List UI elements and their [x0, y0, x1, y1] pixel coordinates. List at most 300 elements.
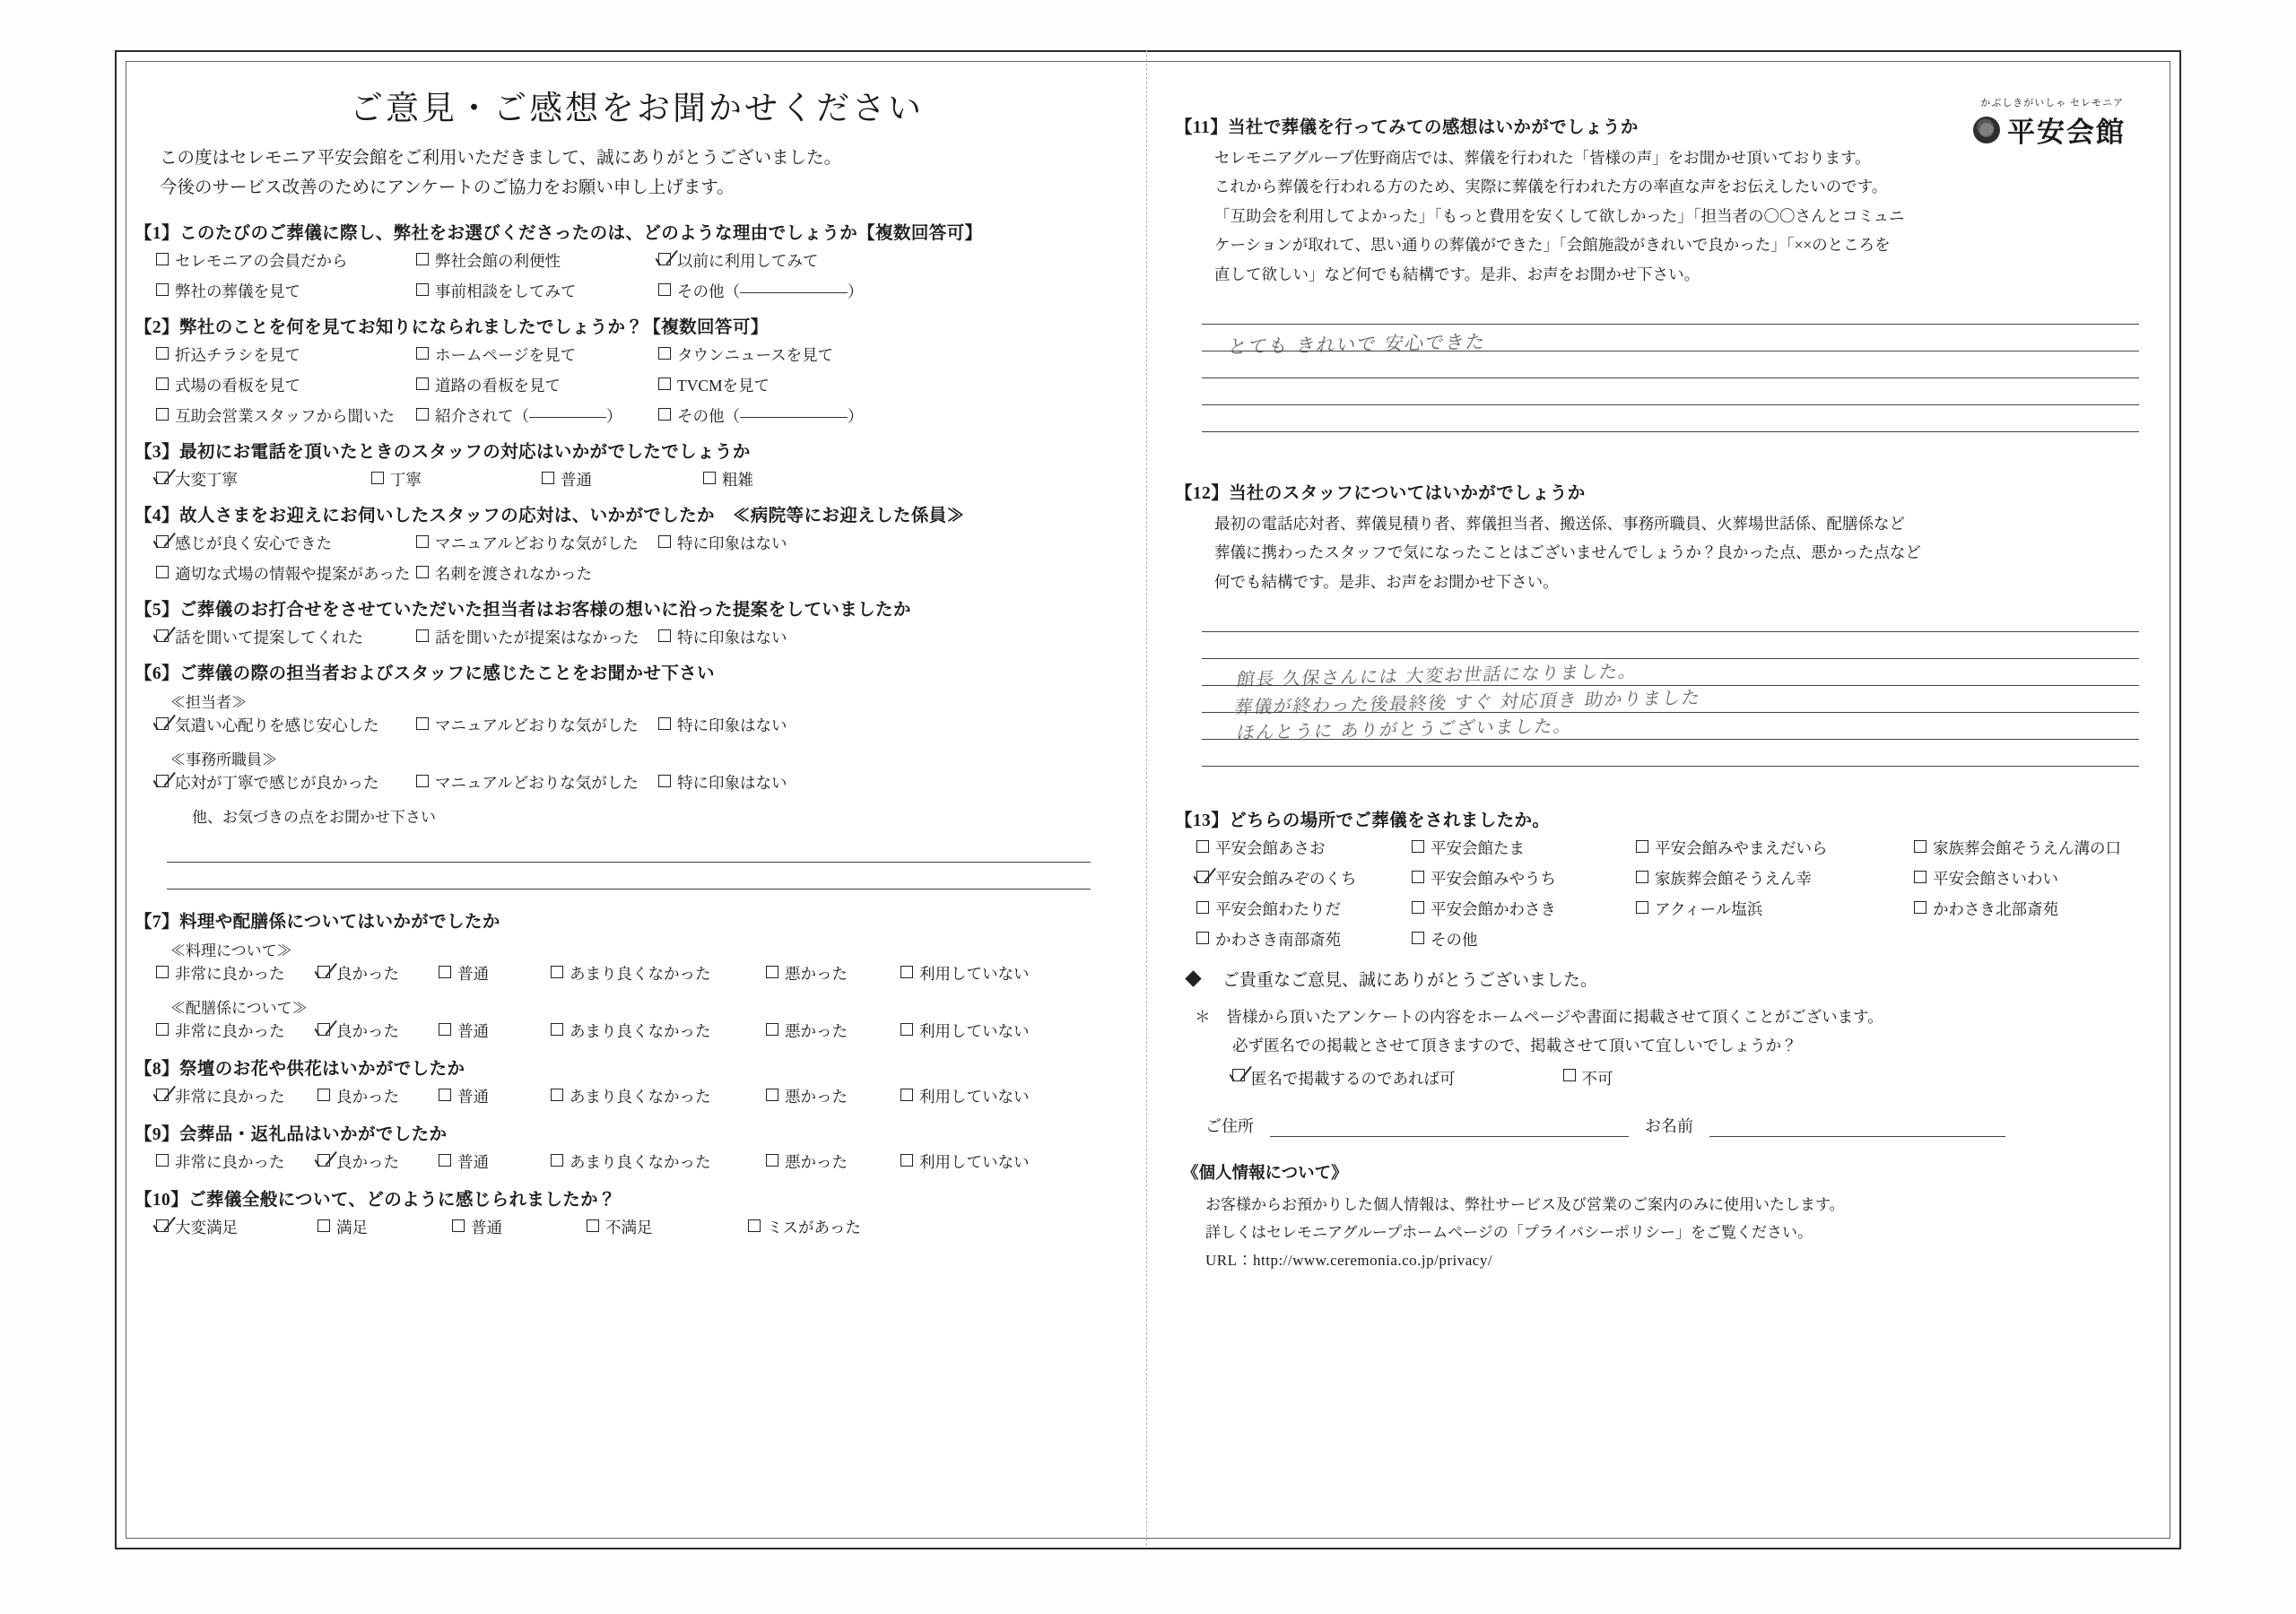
checkbox-q2-homepage[interactable] [416, 343, 658, 366]
checkbox-q10-dissatisfied[interactable] [587, 1216, 748, 1238]
write-line[interactable] [1202, 351, 2139, 378]
checkbox-venue-asao[interactable] [1196, 837, 1412, 859]
checkbox-icon[interactable] [658, 347, 671, 360]
checkbox-icon-checked[interactable] [317, 1023, 330, 1036]
body-line: 「互助会を利用してよかった」「もっと費用を安くして欲しかった」「担当者の〇〇さんとコミュニ [1214, 206, 1905, 225]
checkbox-q3-very-polite[interactable] [156, 468, 371, 490]
checkbox-venue-miyamaedaira[interactable] [1636, 837, 1914, 859]
consent-line-2: 必ず匿名での掲載とさせて頂きますので、掲載させて頂いて宜しいでしょうか？ [1232, 1036, 1797, 1054]
option-row [156, 468, 1139, 490]
checkbox-icon[interactable] [658, 717, 671, 730]
option-label: 平安会館みやうち [1431, 870, 1556, 888]
checkbox-q2-flyer[interactable] [156, 343, 416, 366]
checkbox-icon-checked[interactable] [317, 1154, 330, 1167]
checkbox-icon[interactable] [551, 1154, 563, 1167]
question-10 [135, 1185, 1139, 1238]
option-label: 悪かった [785, 1153, 848, 1172]
checkbox-icon[interactable] [1636, 840, 1648, 853]
page-fold-line [1146, 50, 1147, 1546]
checkbox-q9-bad[interactable] [766, 1150, 900, 1173]
checkbox-icon[interactable] [416, 566, 429, 578]
checkbox-icon[interactable] [766, 1089, 778, 1101]
question-1 [135, 219, 1139, 302]
checkbox-q6-office-polite[interactable] [156, 771, 416, 794]
checkbox-icon[interactable] [416, 535, 429, 548]
checkbox-q9-normal[interactable] [439, 1150, 551, 1173]
checkbox-icon[interactable] [748, 1219, 761, 1232]
checkbox-venue-saiwai[interactable] [1914, 867, 2183, 889]
question-13 [1175, 806, 2161, 950]
option-label: アクィール塩浜 [1655, 900, 1763, 918]
option-label: 良かった [336, 965, 399, 984]
checkbox-icon[interactable] [766, 1154, 778, 1167]
option-label: 満足 [336, 1219, 368, 1237]
name-input[interactable] [1709, 1116, 2005, 1137]
checkbox-q7-food-not-used[interactable] [900, 962, 1062, 985]
consent-line-1-row [1195, 1003, 2161, 1032]
option-label: 普通 [457, 965, 489, 984]
write-line[interactable] [167, 863, 1091, 889]
option-row [156, 404, 1139, 427]
checkbox-venue-acquill-shiohama[interactable] [1636, 898, 1914, 920]
other-write-line[interactable] [740, 280, 848, 293]
checkbox-q2-hall-sign[interactable] [156, 374, 416, 396]
checkbox-icon[interactable] [542, 472, 554, 484]
checkbox-icon[interactable] [1412, 871, 1424, 883]
checkbox-icon[interactable] [317, 1219, 330, 1232]
checkbox-q7-serve-not-used[interactable] [900, 1020, 1062, 1042]
logo-brand-row [1892, 109, 2126, 150]
checkbox-q4-felt-safe[interactable] [156, 532, 416, 554]
handwritten-answer-q12-line3: ほんとうに ありがとうございました。 [1235, 715, 1575, 743]
write-line[interactable] [1202, 378, 2139, 405]
checkbox-icon[interactable] [416, 408, 429, 421]
checkbox-icon[interactable] [156, 966, 169, 978]
checkbox-q7-food-excellent[interactable] [156, 962, 317, 985]
checkbox-icon[interactable] [587, 1219, 599, 1232]
checkbox-icon[interactable] [1563, 1069, 1576, 1081]
question-6 [135, 659, 1139, 889]
checkbox-q1-convenience[interactable] [416, 249, 658, 272]
write-line[interactable] [1202, 632, 2139, 659]
checkbox-consent-no[interactable] [1563, 1065, 1613, 1094]
option-label: 特に印象はない [677, 774, 787, 793]
checkbox-icon-checked[interactable] [156, 1219, 169, 1232]
option-row [156, 626, 1139, 648]
checkbox-q8-not-good[interactable] [551, 1085, 766, 1107]
checkbox-icon-checked[interactable] [156, 472, 169, 484]
consent-line-1: 皆様から頂いたアンケートの内容をホームページや書面に掲載させて頂くことがございます。 [1226, 1008, 1883, 1026]
checkbox-icon[interactable] [439, 1154, 451, 1167]
checkbox-q6-office-no-impression[interactable] [658, 771, 787, 794]
intro-text [160, 143, 1139, 203]
option-label: 名刺を渡されなかった [435, 565, 592, 584]
checkbox-q9-excellent[interactable] [156, 1150, 317, 1173]
checkbox-q3-rough[interactable] [703, 468, 753, 490]
question-7-subhead-serving: ≪配膳係について≫ [170, 1000, 308, 1018]
checkbox-venue-kawasaki-hokubu[interactable] [1914, 898, 2183, 920]
option-label: 良かった [336, 1022, 399, 1041]
checkbox-icon[interactable] [156, 253, 169, 265]
checkbox-icon[interactable] [1196, 901, 1209, 914]
checkbox-q2-referral[interactable]: 紹介されて（ ） [416, 404, 658, 427]
checkbox-icon[interactable] [658, 283, 671, 296]
checkbox-icon[interactable] [416, 717, 429, 730]
consent-options [1232, 1065, 2161, 1094]
page-title: ご意見・ご感想をお聞かせください [350, 91, 924, 127]
option-label: 非常に良かった [175, 1153, 285, 1172]
checkbox-q4-no-impression[interactable] [658, 532, 787, 554]
checkbox-icon[interactable] [156, 408, 169, 421]
checkbox-venue-mizonokuchi[interactable] [1196, 867, 1412, 889]
option-row [156, 1085, 1139, 1107]
question-5-title: 【5】ご葬儀のお打合せをさせていただいた担当者はお客様の想いに沿った提案をしていましたか [135, 601, 911, 620]
option-label: ホームページを見て [435, 346, 577, 365]
question-3-title: 【3】最初にお電話を頂いたときのスタッフの対応はいかがでしたでしょうか [135, 443, 751, 463]
checkbox-q3-polite[interactable] [371, 468, 542, 490]
checkbox-icon[interactable] [452, 1219, 465, 1232]
checkbox-q6-staff-manual[interactable] [416, 714, 658, 736]
question-7-food-options [156, 962, 1139, 985]
intro-line-2: 今後のサービス改善のためにアンケートのご協力をお願い申し上げます。 [160, 178, 735, 198]
checkbox-q9-good[interactable] [317, 1150, 439, 1173]
write-line[interactable] [1202, 298, 2139, 325]
checkbox-icon[interactable] [658, 775, 671, 787]
body-line: ケーションが取れて、思い通りの葬儀ができた」「会館施設がきれいで良かった」「××のところを [1214, 236, 1891, 255]
option-label: TVCMを見て [677, 377, 770, 395]
checkbox-consent-anonymous-ok[interactable] [1232, 1065, 1456, 1094]
checkbox-q5-no-impression[interactable] [658, 626, 787, 648]
question-6-office-options [156, 771, 1139, 794]
checkbox-q10-normal[interactable] [452, 1216, 587, 1238]
checkbox-q7-food-normal[interactable] [439, 962, 551, 985]
checkbox-q10-mistake[interactable] [748, 1216, 945, 1238]
checkbox-icon[interactable] [766, 966, 778, 978]
checkbox-icon-checked[interactable] [156, 775, 169, 787]
option-label: その他（ [677, 282, 740, 301]
write-line[interactable] [1202, 686, 2139, 713]
checkbox-icon[interactable] [416, 377, 429, 390]
checkbox-q5-listened[interactable] [156, 626, 416, 648]
handwritten-answer-q12-line2: 葬儀が終わった後最終後 すぐ 対応頂き 助かりました [1233, 686, 1703, 718]
option-label: 以前に利用してみて [677, 252, 819, 271]
checkbox-q7-serve-excellent[interactable] [156, 1020, 317, 1042]
checkbox-q2-other[interactable]: その他（ ） [658, 404, 864, 427]
option-label: マニュアルどおりな気がした [435, 534, 639, 553]
checkbox-icon[interactable] [1412, 840, 1424, 853]
option-label: 大変丁寧 [175, 471, 238, 490]
question-11 [1175, 113, 2161, 432]
body-line: セレモニアグループ佐野商店では、葬儀を行われた「皆様の声」をお聞かせ頂いております。 [1214, 149, 1871, 167]
checkbox-icon[interactable] [900, 1023, 913, 1036]
option-row [156, 1020, 1139, 1042]
checkbox-icon[interactable] [1412, 932, 1424, 944]
handwritten-answer-q12-line1: 館長 久保さんには 大変お世話になりました。 [1235, 660, 1640, 690]
question-13-options [1196, 837, 2161, 950]
checkbox-icon-checked[interactable] [156, 629, 169, 642]
option-label: 悪かった [785, 1088, 848, 1106]
checkbox-icon[interactable] [658, 535, 671, 548]
checkbox-icon[interactable] [658, 629, 671, 642]
option-label: あまり良くなかった [570, 965, 711, 984]
checkbox-icon[interactable] [658, 377, 671, 390]
option-label: 非常に良かった [175, 1088, 285, 1106]
checkbox-q7-serve-bad[interactable] [766, 1020, 900, 1042]
checkbox-q9-not-used[interactable] [900, 1150, 1062, 1173]
question-7 [135, 907, 1139, 1042]
body-line: 何でも結構です。是非、お声をお聞かせ下さい。 [1214, 572, 1559, 591]
option-row [156, 280, 1139, 302]
logo-brand-text: 平安会館 [2007, 117, 2126, 148]
option-row [156, 249, 1139, 272]
intro-line-1: この度はセレモニア平安会館をご利用いただきまして、誠にありがとうございました。 [160, 149, 842, 168]
question-8-title: 【8】祭壇のお花や供花はいかがでしたか [135, 1060, 465, 1080]
referral-write-line[interactable] [529, 404, 606, 418]
write-line[interactable] [1202, 405, 2139, 432]
question-3-options [156, 468, 1139, 490]
checkbox-icon[interactable] [416, 775, 429, 787]
checkbox-q2-staff[interactable] [156, 404, 416, 427]
checkbox-icon[interactable] [1196, 932, 1209, 944]
option-label: かわさき南部斎苑 [1215, 931, 1341, 949]
question-6-title: 【6】ご葬儀の際の担当者およびスタッフに感じたことをお聞かせ下さい [135, 664, 715, 684]
address-input[interactable] [1270, 1116, 1629, 1137]
checkbox-q7-serve-normal[interactable] [439, 1020, 551, 1042]
question-3 [135, 438, 1139, 490]
option-label: 良かった [336, 1088, 399, 1106]
checkbox-icon-checked[interactable] [658, 253, 671, 265]
checkbox-q8-bad[interactable] [766, 1085, 900, 1107]
checkbox-icon[interactable] [156, 1154, 169, 1167]
option-label: 利用していない [919, 965, 1030, 984]
privacy-body [1205, 1191, 2161, 1275]
option-label: 普通 [471, 1219, 502, 1237]
checkbox-q4-no-card[interactable] [416, 562, 592, 585]
checkbox-q5-no-proposal[interactable] [416, 626, 658, 648]
question-6-free-text[interactable] [167, 836, 1091, 889]
checkbox-icon-checked[interactable] [317, 966, 330, 978]
question-6-subhead-staff: ≪担当者≫ [170, 694, 247, 712]
option-label: 折込チラシを見て [175, 346, 300, 365]
option-label: 道路の看板を見て [435, 377, 561, 395]
checkbox-q4-manual[interactable] [416, 532, 658, 554]
checkbox-icon[interactable] [900, 1154, 913, 1167]
option-label: 普通 [561, 471, 592, 490]
checkbox-icon[interactable] [416, 347, 429, 360]
write-line[interactable] [1202, 713, 2139, 740]
option-label: あまり良くなかった [570, 1022, 711, 1041]
checkbox-q10-very-satisfied[interactable] [156, 1216, 317, 1238]
checkbox-q1-previous-use[interactable] [658, 249, 819, 272]
write-line[interactable] [167, 836, 1091, 863]
thanks-row [1187, 967, 2161, 991]
checkbox-icon-checked[interactable] [1232, 1069, 1245, 1081]
body-line: これから葬儀を行われる方のため、実際に葬儀を行われた方の率直な声をお伝えしたいのです。 [1214, 178, 1888, 196]
checkbox-q7-serve-not-good[interactable] [551, 1020, 766, 1042]
checkbox-venue-miyauchi[interactable] [1412, 867, 1636, 889]
thanks-text: ご貴重なご意見、誠にありがとうございました。 [1222, 971, 1598, 990]
checkbox-icon[interactable] [156, 377, 169, 390]
option-label: マニュアルどおりな気がした [435, 716, 639, 735]
body-line: 直して欲しい」など何でも結構です。是非、お声をお聞かせ下さい。 [1214, 265, 1700, 283]
option-label: 事前相談をしてみて [435, 282, 577, 301]
option-label: 利用していない [919, 1153, 1030, 1172]
option-label: かわさき北部斎苑 [1933, 900, 2058, 918]
checkbox-icon[interactable] [416, 253, 429, 265]
option-label: 平安会館あさお [1215, 839, 1326, 857]
checkbox-icon[interactable] [1196, 840, 1209, 853]
question-8 [135, 1054, 1139, 1107]
checkbox-icon[interactable] [766, 1023, 778, 1036]
option-label: タウンニュースを見て [677, 346, 834, 365]
checkbox-q7-serve-good[interactable] [317, 1020, 439, 1042]
question-8-options [156, 1085, 1139, 1107]
checkbox-q2-tvcm[interactable] [658, 374, 770, 396]
checkbox-icon[interactable] [900, 966, 913, 978]
checkbox-icon[interactable] [1412, 901, 1424, 914]
checkbox-icon[interactable] [156, 566, 169, 578]
checkbox-q2-road-sign[interactable] [416, 374, 658, 396]
checkbox-icon-checked[interactable] [156, 717, 169, 730]
option-label: 特に印象はない [677, 716, 787, 735]
checkbox-venue-other[interactable] [1412, 928, 1636, 950]
checkbox-icon-checked[interactable] [156, 535, 169, 548]
checkbox-q8-not-used[interactable] [900, 1085, 1062, 1107]
checkbox-q2-townnews[interactable] [658, 343, 833, 366]
question-13-title: 【13】どちらの場所でご葬儀をされましたか。 [1175, 811, 1551, 830]
option-label: 特に印象はない [677, 629, 787, 647]
option-row [156, 771, 1139, 794]
checkbox-icon[interactable] [551, 966, 563, 978]
right-column [1175, 63, 2161, 1533]
option-label: 利用していない [919, 1088, 1030, 1106]
body-line: 葬儀に携わったスタッフで気になったことはございませんでしょうか？良かった点、悪かった点など [1214, 543, 1921, 562]
option-label: その他（ [677, 407, 740, 426]
option-row [156, 374, 1139, 396]
option-label: 利用していない [919, 1022, 1030, 1041]
checkbox-q7-food-good[interactable] [317, 962, 439, 985]
respondent-fields [1205, 1114, 2161, 1137]
checkbox-icon[interactable] [439, 966, 451, 978]
asterisk-icon: ＊ [1195, 1008, 1211, 1026]
checkbox-icon[interactable] [416, 283, 429, 296]
checkbox-venue-kawasaki[interactable] [1412, 898, 1636, 920]
checkbox-icon[interactable] [371, 472, 384, 484]
checkbox-icon[interactable] [658, 408, 671, 421]
checkbox-q1-other[interactable]: その他（ ） [658, 280, 864, 302]
option-label: 平安会館みやまえだいら [1655, 839, 1828, 857]
option-label: 平安会館わたりだ [1215, 900, 1341, 918]
checkbox-icon[interactable] [900, 1089, 913, 1101]
checkbox-icon[interactable] [703, 472, 716, 484]
checkbox-icon[interactable] [1914, 871, 1926, 883]
checkbox-icon[interactable] [551, 1023, 563, 1036]
option-row [156, 1216, 1139, 1238]
checkbox-q1-member[interactable] [156, 249, 416, 272]
option-label: 匿名で掲載するのであれば可 [1251, 1070, 1456, 1088]
checkbox-q8-good[interactable] [317, 1085, 439, 1107]
checkbox-q8-normal[interactable] [439, 1085, 551, 1107]
checkbox-q4-good-proposal[interactable] [156, 562, 416, 585]
checkbox-q3-normal[interactable] [542, 468, 703, 490]
checkbox-q6-staff-no-impression[interactable] [658, 714, 787, 736]
option-row [156, 343, 1139, 366]
checkbox-venue-souen-mizonokuchi[interactable] [1914, 837, 2183, 859]
question-12-answer-area[interactable] [1202, 605, 2139, 767]
checkbox-q1-saw-funeral[interactable] [156, 280, 416, 302]
write-line[interactable] [1202, 605, 2139, 632]
checkbox-icon[interactable] [551, 1089, 563, 1101]
question-6-free-label: 他、お気づきの点をお聞かせ下さい [192, 809, 436, 827]
write-line[interactable] [1202, 740, 2139, 767]
checkbox-icon[interactable] [156, 347, 169, 360]
option-label: 適切な式場の情報や提案があった [175, 565, 411, 584]
checkbox-icon[interactable] [439, 1089, 451, 1101]
option-label: 不満足 [605, 1219, 653, 1237]
option-label: 丁寧 [390, 471, 422, 490]
question-2-title: 【2】弊社のことを何を見てお知りになられましたでしょうか？【複数回答可】 [135, 318, 769, 338]
checkbox-icon[interactable] [1914, 840, 1926, 853]
checkbox-icon-checked[interactable] [1196, 871, 1209, 883]
checkbox-icon[interactable] [1636, 871, 1648, 883]
checkbox-icon[interactable] [439, 1023, 451, 1036]
write-line[interactable] [1202, 659, 2139, 686]
option-row [156, 962, 1139, 985]
write-line[interactable] [1202, 325, 2139, 351]
checkbox-q10-satisfied[interactable] [317, 1216, 452, 1238]
option-label: 非常に良かった [175, 1022, 285, 1041]
checkbox-icon[interactable] [156, 1023, 169, 1036]
option-label: 家族葬会館そうえん溝の口 [1933, 839, 2121, 857]
question-4 [135, 501, 1139, 585]
checkbox-q7-food-bad[interactable] [766, 962, 900, 985]
question-11-answer-area[interactable] [1202, 298, 2139, 432]
question-1-title: 【1】このたびのご葬儀に際し、弊社をお選びくださったのは、どのような理由でしょうか【複数回答可】 [135, 224, 983, 244]
checkbox-q8-excellent[interactable] [156, 1085, 317, 1107]
option-label: 互助会営業スタッフから聞いた [175, 407, 395, 426]
checkbox-q7-food-not-good[interactable] [551, 962, 766, 985]
name-label: お名前 [1645, 1116, 1693, 1135]
checkbox-venue-tama[interactable] [1412, 837, 1636, 859]
checkbox-icon[interactable] [416, 629, 429, 642]
option-label: 式場の看板を見て [175, 377, 300, 395]
option-label: 特に印象はない [677, 534, 787, 553]
checkbox-venue-watarida[interactable] [1196, 898, 1412, 920]
question-10-title: 【10】ご葬儀全般について、どのように感じられましたか？ [135, 1191, 616, 1210]
checkbox-icon-checked[interactable] [156, 1089, 169, 1101]
checkbox-q6-office-manual[interactable] [416, 771, 658, 794]
question-4-title: 【4】故人さまをお迎えにお伺いしたスタッフの応対は、いかがでしたか ≪病院等にお迎えした係員≫ [135, 507, 965, 526]
checkbox-venue-souen-saiwai[interactable] [1636, 867, 1914, 889]
checkbox-icon[interactable] [317, 1089, 330, 1101]
checkbox-icon[interactable] [1636, 901, 1648, 914]
checkbox-q1-pre-consult[interactable] [416, 280, 658, 302]
option-row [156, 562, 1139, 585]
checkbox-venue-kawasaki-nanbu[interactable] [1196, 928, 1412, 950]
question-7-subhead-food: ≪料理について≫ [170, 942, 292, 960]
option-label: 大変満足 [175, 1219, 238, 1237]
question-5 [135, 595, 1139, 648]
privacy-line-1: お客様からお預かりした個人情報は、弊社サービス及び営業のご案内のみに使用いたします。 [1205, 1195, 1845, 1213]
option-label: マニュアルどおりな気がした [435, 774, 639, 793]
checkbox-icon[interactable] [156, 283, 169, 296]
checkbox-icon[interactable] [1914, 901, 1926, 914]
other-write-line[interactable] [740, 404, 848, 418]
checkbox-q9-not-good[interactable] [551, 1150, 766, 1173]
checkbox-q6-staff-considerate[interactable] [156, 714, 416, 736]
option-label: 平安会館さいわい [1933, 870, 2058, 888]
option-label: 話を聞いたが提案はなかった [435, 629, 639, 647]
